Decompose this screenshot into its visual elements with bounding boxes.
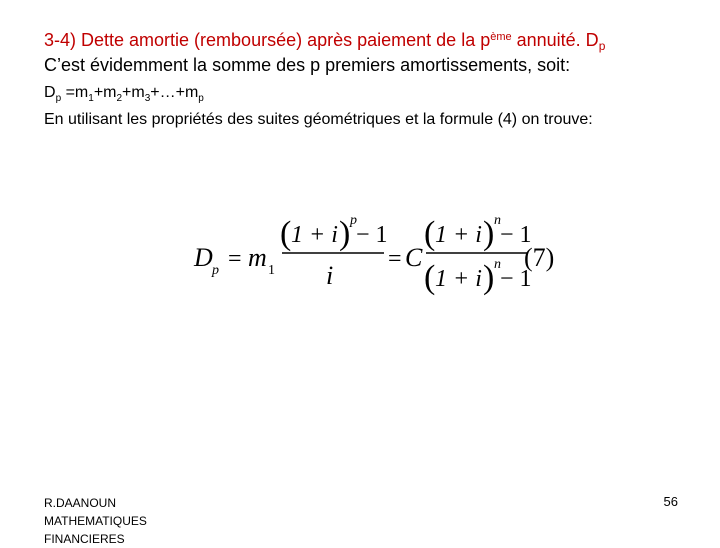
formula-m-sub: 1 bbox=[268, 263, 275, 278]
frac1-minus-one: − 1 bbox=[356, 222, 388, 248]
frac1-exponent: p bbox=[350, 213, 357, 228]
formula-c: C bbox=[405, 243, 423, 272]
heading-superscript: ème bbox=[490, 31, 512, 43]
eq-sub4: p bbox=[198, 93, 204, 105]
heading-text-after: annuité. D bbox=[511, 30, 599, 50]
frac2-num-open-paren: ( bbox=[424, 215, 436, 252]
sum-equation bbox=[44, 84, 204, 104]
eq-part3: +m bbox=[122, 84, 145, 101]
frac1-open-paren: ( bbox=[280, 215, 292, 252]
formula-label: (7) bbox=[524, 243, 555, 272]
frac1-close-paren: ) bbox=[339, 215, 351, 252]
section-heading bbox=[44, 28, 704, 55]
frac2-den-close-paren: ) bbox=[483, 259, 495, 296]
formula-eq1: = bbox=[228, 246, 242, 272]
formula-svg bbox=[190, 206, 570, 302]
frac1-base: 1 + i bbox=[291, 222, 338, 248]
formula-lhs-sub: p bbox=[212, 263, 219, 278]
eq-sub3: 3 bbox=[144, 93, 151, 105]
page-number: 56 bbox=[663, 494, 678, 509]
eq-part2: +m bbox=[93, 84, 117, 101]
frac1-denominator: i bbox=[326, 261, 334, 290]
formula-7 bbox=[190, 206, 570, 302]
eq-part1: =m bbox=[61, 84, 89, 101]
frac2-num-base: 1 + i bbox=[435, 222, 482, 248]
eq-sub2: 2 bbox=[116, 93, 123, 105]
frac2-den-exponent: n bbox=[494, 257, 501, 272]
frac2-num-close-paren: ) bbox=[483, 215, 495, 252]
formula-m: m bbox=[248, 243, 267, 272]
method-line: En utilisant les propriétés des suites géométriques et la formule (4) on trouve: bbox=[44, 111, 593, 128]
explanation-line: C’est évidemment la somme des p premiers amortissements, soit: bbox=[44, 55, 571, 75]
frac2-den-minus-one: − 1 bbox=[500, 266, 532, 292]
frac2-den-base: 1 + i bbox=[435, 266, 482, 292]
heading-text: 3-4) Dette amortie (remboursée) après paiement de la p bbox=[44, 30, 491, 50]
eq-d-sub: p bbox=[55, 93, 62, 105]
eq-sub1: 1 bbox=[88, 93, 94, 105]
formula-lhs: D bbox=[194, 243, 213, 272]
frac2-den-open-paren: ( bbox=[424, 259, 436, 296]
eq-d: D bbox=[44, 84, 56, 101]
author-footer: R.DAANOUN MATHEMATIQUES FINANCIERES bbox=[44, 496, 147, 546]
frac2-num-minus-one: − 1 bbox=[500, 222, 532, 248]
frac2-num-exponent: n bbox=[494, 213, 501, 228]
eq-part4: +…+m bbox=[150, 84, 199, 101]
heading-subscript: p bbox=[598, 39, 606, 53]
formula-eq2: = bbox=[388, 246, 402, 272]
